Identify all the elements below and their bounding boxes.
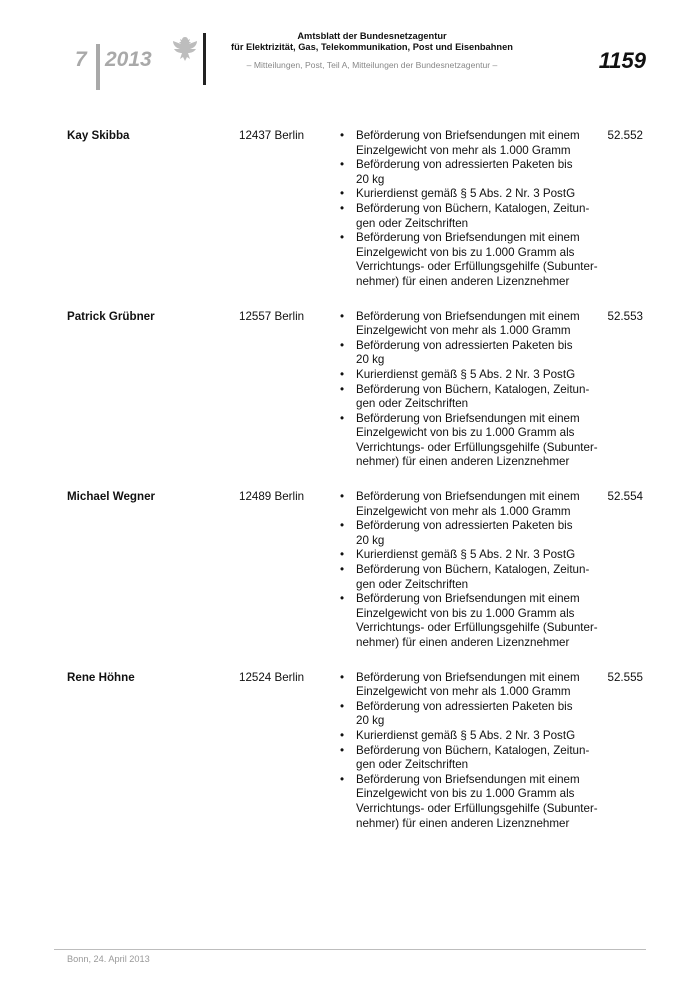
footer-divider bbox=[54, 949, 646, 950]
licensee-name: Rene Höhne bbox=[67, 670, 135, 684]
service-item bbox=[338, 411, 598, 470]
bullet-icon: • bbox=[340, 772, 345, 786]
gazette-subtitle: – Mitteilungen, Post, Teil A, Mitteilungen der Bundesnetzagentur – bbox=[246, 60, 498, 70]
issue-year: 2013 bbox=[105, 48, 152, 71]
service-text-line: gen oder Zeitschriften bbox=[356, 577, 469, 591]
service-text-line: Verrichtungs- oder Erfüllungsgehilfe (Subunter- bbox=[356, 621, 598, 635]
bullet-icon: • bbox=[340, 728, 345, 742]
service-item bbox=[338, 187, 588, 202]
service-text-line: Verrichtungs- oder Erfüllungsgehilfe (Subunter- bbox=[356, 440, 598, 454]
service-text-line: Beförderung von Büchern, Katalogen, Zeitun- bbox=[356, 382, 590, 396]
bullet-icon: • bbox=[340, 201, 345, 215]
service-text-line: Verrichtungs- oder Erfüllungsgehilfe (Subunter- bbox=[356, 260, 598, 274]
license-number: 52.553 bbox=[607, 309, 643, 323]
bullet-icon: • bbox=[340, 411, 345, 425]
licensee-name: Kay Skibba bbox=[67, 129, 130, 142]
service-text-line: Beförderung von Briefsendungen mit einem bbox=[356, 309, 580, 323]
licensee-address: 12557 Berlin bbox=[239, 309, 305, 323]
service-text-line: Einzelgewicht von bis zu 1.000 Gramm als bbox=[356, 426, 575, 440]
service-text-line: Einzelgewicht von mehr als 1.000 Gramm bbox=[356, 143, 571, 157]
bullet-icon: • bbox=[340, 548, 345, 562]
service-item bbox=[338, 368, 588, 383]
bullet-icon: • bbox=[340, 231, 345, 245]
service-item bbox=[338, 490, 588, 519]
service-text-line: Kurierdienst gemäß § 5 Abs. 2 Nr. 3 PostG bbox=[356, 187, 576, 201]
service-text-line: Beförderung von Büchern, Katalogen, Zeitun- bbox=[356, 563, 590, 577]
service-text-line: Beförderung von Briefsendungen mit einem bbox=[356, 129, 580, 142]
licensee-name: Michael Wegner bbox=[67, 490, 156, 504]
service-text-line: Verrichtungs- oder Erfüllungsgehilfe (Subunter- bbox=[356, 801, 598, 815]
service-text-line: Einzelgewicht von bis zu 1.000 Gramm als bbox=[356, 606, 575, 620]
service-list bbox=[338, 670, 598, 832]
bullet-icon: • bbox=[340, 382, 345, 396]
bullet-icon: • bbox=[340, 699, 345, 713]
bullet-icon: • bbox=[340, 367, 345, 381]
service-item bbox=[338, 671, 588, 700]
service-text-line: Beförderung von Briefsendungen mit einem bbox=[356, 231, 580, 245]
bullet-icon: • bbox=[340, 490, 345, 504]
service-item bbox=[338, 339, 588, 368]
service-text-line: gen oder Zeitschriften bbox=[356, 397, 469, 411]
bullet-icon: • bbox=[340, 129, 345, 142]
service-item bbox=[338, 563, 588, 592]
service-item bbox=[338, 729, 588, 744]
license-number: 52.555 bbox=[607, 670, 643, 684]
licensee-address: 12524 Berlin bbox=[239, 670, 305, 684]
service-text-line: 20 kg bbox=[356, 353, 385, 367]
bullet-icon: • bbox=[340, 158, 345, 172]
gazette-title bbox=[212, 31, 532, 53]
service-item bbox=[338, 310, 588, 339]
service-item bbox=[338, 700, 588, 729]
bullet-icon: • bbox=[340, 563, 345, 577]
page-number: 1159 bbox=[598, 48, 646, 73]
service-text-line: Beförderung von Briefsendungen mit einem bbox=[356, 592, 580, 606]
service-item bbox=[338, 202, 588, 231]
licensee-list bbox=[67, 129, 647, 851]
service-list bbox=[338, 490, 598, 651]
service-text-line: Beförderung von adressierten Paketen bis bbox=[356, 338, 573, 352]
service-item bbox=[338, 231, 598, 289]
service-text-line: Einzelgewicht von mehr als 1.000 Gramm bbox=[356, 504, 571, 518]
licensee-entry bbox=[67, 490, 647, 651]
service-text-line: Beförderung von Briefsendungen mit einem bbox=[356, 411, 580, 425]
service-item bbox=[338, 592, 598, 650]
service-text-line: nehmer) für einen anderen Lizenznehmer bbox=[356, 455, 570, 469]
service-text-line: Einzelgewicht von bis zu 1.000 Gramm als bbox=[356, 245, 575, 259]
service-text-line: gen oder Zeitschriften bbox=[356, 216, 469, 230]
license-number: 52.552 bbox=[607, 129, 643, 142]
service-list bbox=[338, 309, 598, 471]
service-text-line: Kurierdienst gemäß § 5 Abs. 2 Nr. 3 PostG bbox=[356, 367, 576, 381]
bullet-icon: • bbox=[340, 519, 345, 533]
service-text-line: Einzelgewicht von mehr als 1.000 Gramm bbox=[356, 685, 571, 699]
service-item bbox=[338, 744, 588, 773]
issue-number: 7 bbox=[75, 48, 87, 71]
service-text-line: Beförderung von adressierten Paketen bis bbox=[356, 519, 573, 533]
service-list bbox=[338, 129, 598, 290]
service-text-line: Beförderung von adressierten Paketen bis bbox=[356, 158, 573, 172]
service-item bbox=[338, 158, 588, 187]
licensee-address: 12437 Berlin bbox=[239, 129, 305, 142]
license-number: 52.554 bbox=[607, 490, 643, 504]
bullet-icon: • bbox=[340, 338, 345, 352]
service-item bbox=[338, 548, 588, 563]
licensee-entry bbox=[67, 310, 647, 471]
service-text-line: 20 kg bbox=[356, 714, 385, 728]
bullet-icon: • bbox=[340, 743, 345, 757]
licensee-entry bbox=[67, 129, 647, 290]
service-text-line: Kurierdienst gemäß § 5 Abs. 2 Nr. 3 PostG bbox=[356, 548, 576, 562]
service-item bbox=[338, 772, 598, 831]
service-text-line: Beförderung von Briefsendungen mit einem bbox=[356, 772, 580, 786]
bullet-icon: • bbox=[340, 670, 345, 684]
service-text-line: nehmer) für einen anderen Lizenznehmer bbox=[356, 816, 570, 830]
service-item bbox=[338, 519, 588, 548]
service-text-line: 20 kg bbox=[356, 533, 385, 547]
issue-divider bbox=[96, 44, 100, 90]
service-text-line: Einzelgewicht von bis zu 1.000 Gramm als bbox=[356, 787, 575, 801]
federal-eagle-icon bbox=[170, 33, 200, 67]
bullet-icon: • bbox=[340, 187, 345, 201]
licensee-entry bbox=[67, 671, 647, 832]
service-text-line: nehmer) für einen anderen Lizenznehmer bbox=[356, 274, 570, 288]
service-text-line: nehmer) für einen anderen Lizenznehmer bbox=[356, 636, 570, 649]
footer-date: Bonn, 24. April 2013 bbox=[67, 954, 150, 964]
bullet-icon: • bbox=[340, 309, 345, 323]
service-text-line: 20 kg bbox=[356, 172, 385, 186]
gazette-title-line1: Amtsblatt der Bundesnetzagentur bbox=[297, 31, 447, 41]
service-text-line: Kurierdienst gemäß § 5 Abs. 2 Nr. 3 PostG bbox=[356, 728, 576, 742]
licensee-address: 12489 Berlin bbox=[239, 490, 305, 504]
bullet-icon: • bbox=[340, 592, 345, 606]
service-text-line: Beförderung von Büchern, Katalogen, Zeitun- bbox=[356, 743, 590, 757]
service-text-line: Einzelgewicht von mehr als 1.000 Gramm bbox=[356, 324, 571, 338]
service-text-line: Beförderung von Büchern, Katalogen, Zeitun- bbox=[356, 201, 590, 215]
service-text-line: Beförderung von Briefsendungen mit einem bbox=[356, 670, 580, 684]
service-item bbox=[338, 383, 588, 412]
service-text-line: gen oder Zeitschriften bbox=[356, 758, 469, 772]
licensee-name: Patrick Grübner bbox=[67, 309, 155, 323]
service-text-line: Beförderung von adressierten Paketen bis bbox=[356, 699, 573, 713]
header-divider bbox=[203, 33, 206, 85]
service-item bbox=[338, 129, 588, 158]
service-text-line: Beförderung von Briefsendungen mit einem bbox=[356, 490, 580, 504]
gazette-title-line2: für Elektrizität, Gas, Telekommunikation, Post und Eisenbahnen bbox=[231, 42, 513, 52]
